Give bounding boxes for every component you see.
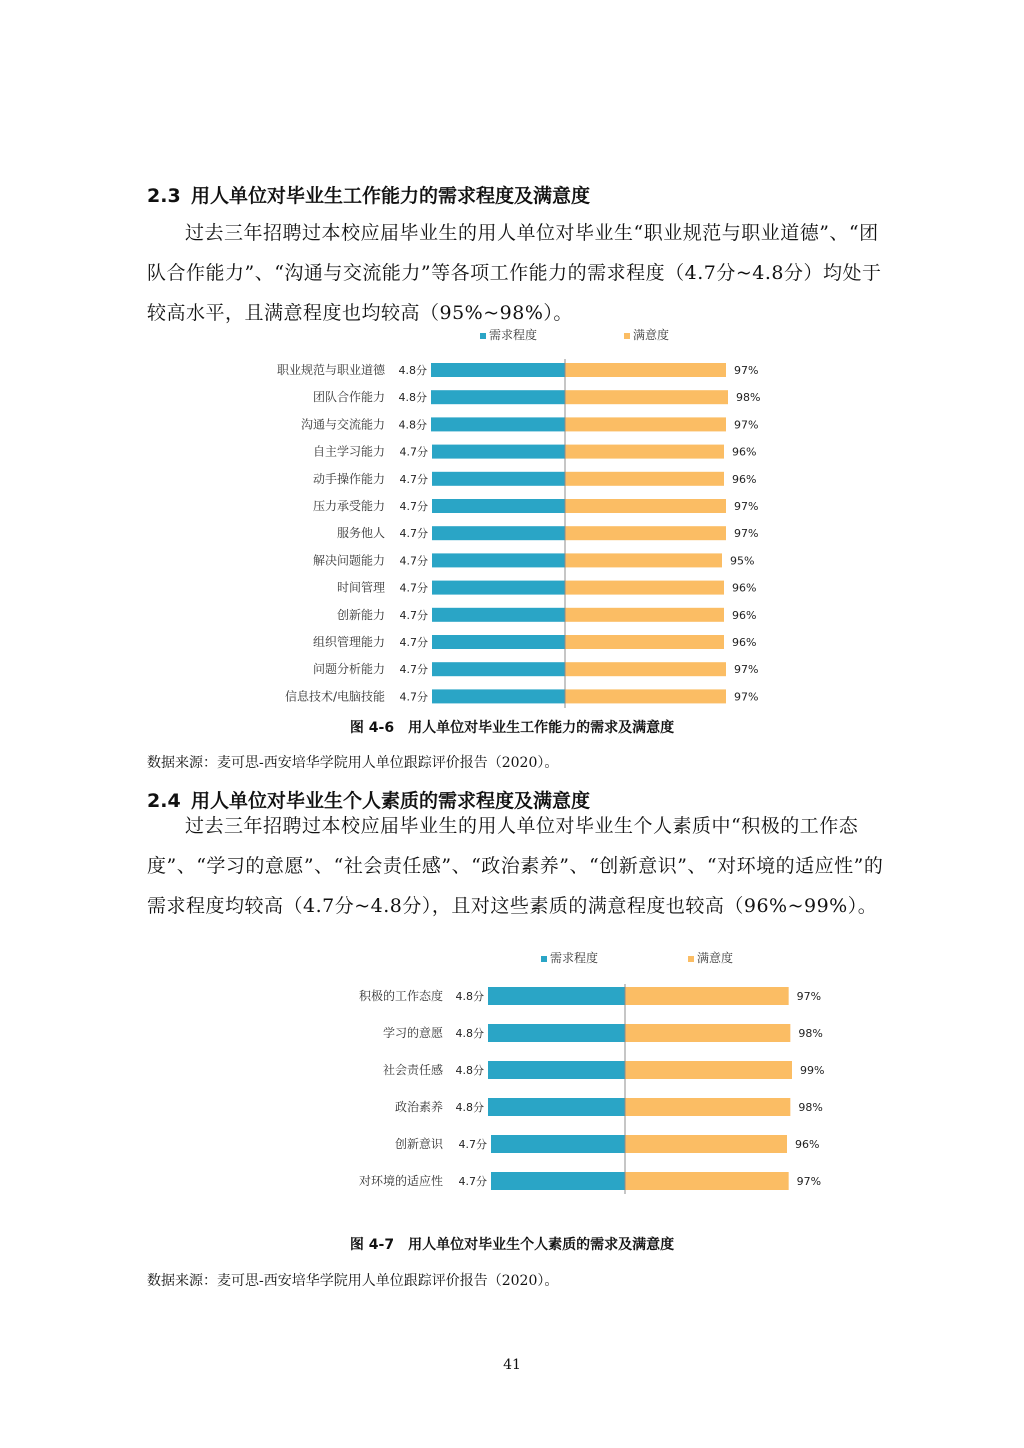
category-label: 时间管理: [336, 580, 385, 595]
demand-value-label: 4.8分: [455, 1101, 484, 1114]
category-label: 信息技术/电脑技能: [284, 689, 385, 704]
satisfaction-value-label: 97%: [734, 663, 759, 677]
satisfaction-value-label: 97%: [734, 418, 759, 432]
demand-bar: [488, 1098, 625, 1116]
category-label: 压力承受能力: [312, 499, 385, 513]
page-number: 41: [503, 1357, 521, 1373]
data-source-note: 数据来源：麦可思-西安培华学院用人单位跟踪评价报告（2020）。: [147, 1273, 559, 1289]
category-label: 自主学习能力: [312, 444, 385, 459]
satisfaction-bar: [625, 1098, 790, 1116]
figure-caption-4-6: 图 4-6 用人单位对毕业生工作能力的需求及满意度: [349, 720, 675, 736]
personal-quality-chart: [0, 944, 1024, 1204]
satisfaction-bar: [565, 553, 722, 567]
satisfaction-bar: [565, 417, 726, 431]
demand-bar: [432, 553, 565, 567]
demand-bar: [432, 472, 565, 486]
category-label: 沟通与交流能力: [300, 417, 385, 432]
satisfaction-bar: [565, 608, 724, 622]
demand-value-label: 4.8分: [455, 990, 484, 1003]
section-heading-2-3: [147, 181, 590, 208]
satisfaction-value-label: 97%: [796, 1175, 822, 1188]
demand-bar: [491, 1172, 625, 1190]
demand-value-label: 4.7分: [399, 554, 428, 568]
demand-bar: [431, 417, 565, 431]
category-label: 创新意识: [394, 1137, 443, 1151]
figure-caption-4-7: 图 4-7 用人单位对毕业生个人素质的需求及满意度: [349, 1237, 675, 1253]
satisfaction-bar: [625, 987, 789, 1005]
demand-value-label: 4.7分: [399, 690, 428, 704]
satisfaction-value-label: 98%: [798, 1027, 823, 1040]
satisfaction-value-label: 98%: [736, 391, 761, 405]
satisfaction-bar: [565, 472, 724, 486]
demand-bar: [488, 1061, 625, 1079]
work-ability-chart: [0, 322, 1024, 714]
demand-bar: [432, 526, 565, 540]
demand-value-label: 4.7分: [399, 445, 428, 459]
legend-label-demand: 需求程度: [550, 951, 599, 965]
demand-value-label: 4.7分: [399, 500, 428, 513]
category-label: 解决问题能力: [312, 553, 385, 568]
satisfaction-value-label: 97%: [734, 364, 759, 377]
satisfaction-bar: [565, 363, 726, 377]
satisfaction-value-label: 99%: [800, 1064, 825, 1077]
demand-value-label: 4.7分: [399, 472, 428, 486]
satisfaction-bar: [565, 390, 728, 404]
demand-bar: [432, 608, 565, 622]
satisfaction-bar: [625, 1135, 787, 1153]
section-paragraph-2-4: 过去三年招聘过本校应届毕业生的用人单位对毕业生个人素质中“积极的工作态度”、“学习的意愿”、“社会责任感”、“政治素养”、“创新意识”、“对环境的适应性”的需求程度均较高（4.7分~4.8分），且对这些素质的满意程度也较高（96%~99%）。: [147, 815, 884, 917]
demand-value-label: 4.7分: [399, 636, 428, 649]
demand-value-label: 4.7分: [458, 1175, 487, 1188]
legend-swatch-satisfaction: [624, 333, 630, 339]
category-label: 团队合作能力: [312, 390, 385, 405]
demand-bar: [432, 689, 565, 703]
satisfaction-bar: [565, 445, 724, 459]
category-label: 积极的工作态度: [358, 989, 443, 1003]
satisfaction-value-label: 96%: [732, 636, 757, 649]
data-source-note: 数据来源：麦可思-西安培华学院用人单位跟踪评价报告（2020）。: [147, 755, 559, 771]
satisfaction-value-label: 96%: [732, 445, 757, 459]
satisfaction-bar: [625, 1024, 790, 1042]
satisfaction-value-label: 96%: [732, 608, 757, 622]
satisfaction-value-label: 96%: [732, 472, 757, 486]
category-label: 问题分析能力: [312, 662, 385, 677]
category-label: 对环境的适应性: [358, 1174, 443, 1188]
demand-bar: [488, 1024, 625, 1042]
satisfaction-bar: [625, 1172, 789, 1190]
category-label: 创新能力: [336, 607, 385, 622]
demand-bar: [431, 363, 565, 377]
satisfaction-value-label: 96%: [732, 581, 757, 595]
demand-value-label: 4.8分: [455, 1027, 484, 1040]
legend-swatch-satisfaction: [688, 956, 694, 962]
demand-bar: [432, 499, 565, 513]
category-label: 社会责任感: [382, 1063, 443, 1077]
legend-swatch-demand: [480, 333, 486, 339]
category-label: 组织管理能力: [312, 635, 385, 649]
section-number: 2.4: [147, 790, 181, 812]
satisfaction-value-label: 95%: [730, 554, 755, 568]
demand-value-label: 4.8分: [398, 364, 427, 377]
demand-bar: [432, 635, 565, 649]
demand-bar: [431, 390, 565, 404]
category-label: 政治素养: [394, 1100, 443, 1114]
satisfaction-bar: [565, 499, 726, 513]
demand-bar: [488, 987, 625, 1005]
legend-swatch-demand: [541, 956, 547, 962]
satisfaction-bar: [565, 581, 724, 595]
demand-bar: [491, 1135, 625, 1153]
satisfaction-value-label: 97%: [734, 690, 759, 704]
demand-value-label: 4.8分: [455, 1064, 484, 1077]
category-label: 学习的意愿: [382, 1026, 443, 1040]
legend-label-satisfaction: 满意度: [633, 328, 670, 342]
satisfaction-bar: [565, 635, 724, 649]
demand-value-label: 4.7分: [399, 581, 428, 595]
category-label: 服务他人: [336, 526, 385, 541]
demand-value-label: 4.7分: [399, 608, 428, 622]
satisfaction-value-label: 96%: [795, 1138, 820, 1151]
section-title: 用人单位对毕业生工作能力的需求程度及满意度: [191, 185, 591, 207]
satisfaction-bar: [565, 689, 726, 703]
demand-bar: [432, 445, 565, 459]
category-label: 职业规范与职业道德: [276, 363, 385, 377]
satisfaction-bar: [565, 526, 726, 540]
satisfaction-value-label: 97%: [734, 500, 759, 513]
satisfaction-value-label: 98%: [798, 1101, 823, 1114]
category-label: 动手操作能力: [312, 471, 385, 486]
section-title: 用人单位对毕业生个人素质的需求程度及满意度: [191, 790, 591, 812]
satisfaction-value-label: 97%: [734, 527, 759, 541]
section-number: 2.3: [147, 185, 181, 207]
demand-value-label: 4.7分: [399, 527, 428, 541]
demand-value-label: 4.8分: [398, 391, 427, 405]
demand-bar: [432, 581, 565, 595]
demand-bar: [432, 662, 565, 676]
legend-label-satisfaction: 满意度: [697, 951, 734, 965]
satisfaction-bar: [565, 662, 726, 676]
demand-value-label: 4.7分: [399, 663, 428, 677]
satisfaction-value-label: 97%: [796, 990, 822, 1003]
demand-value-label: 4.8分: [398, 418, 427, 432]
legend-label-demand: 需求程度: [489, 328, 538, 342]
section-paragraph-2-3: 过去三年招聘过本校应届毕业生的用人单位对毕业生“职业规范与职业道德”、“团队合作能力”、“沟通与交流能力”等各项工作能力的需求程度（4.7分~4.8分）均处于较高水平，且满意程度也均较高（95%~98%）。: [147, 222, 882, 324]
demand-value-label: 4.7分: [458, 1138, 487, 1151]
satisfaction-bar: [625, 1061, 792, 1079]
